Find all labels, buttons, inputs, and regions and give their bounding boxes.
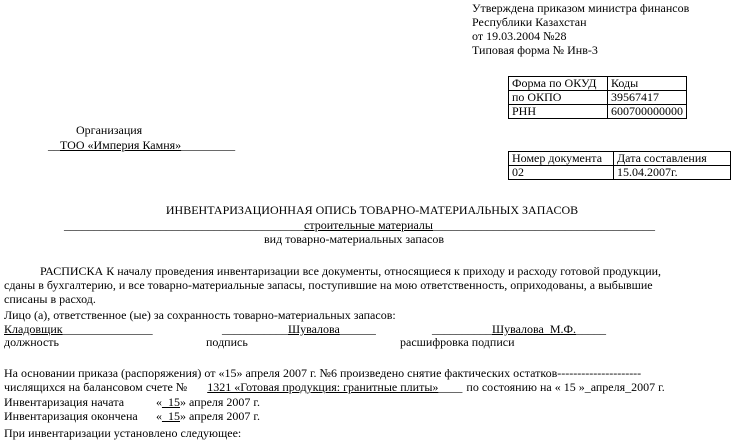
findings-line: При инвентаризации установлено следующее:	[4, 426, 242, 440]
caption-decode: расшифровка подписи	[400, 335, 515, 349]
approval-line-2: Республики Казахстан	[472, 15, 587, 29]
organization-label: Организация	[76, 123, 143, 137]
document-title: ИНВЕНТАРИЗАЦИОННАЯ ОПИСЬ ТОВАРНО-МАТЕРИАЛЬНЫХ ЗАПАСОВ	[165, 203, 579, 217]
materials-fill: _____________________________________	[432, 218, 655, 232]
codes-cell: 600700000000	[608, 105, 687, 119]
inventory-start-date	[156, 395, 260, 409]
receipt-line-3: списаны в расход.	[4, 292, 96, 306]
responsible-label: Лицо (а), ответственное (ые) за сохранность товарно-материальных запасов:	[4, 308, 396, 322]
form-type-line: Типовая форма № Инв-3	[472, 43, 598, 57]
end-open-quote: «	[156, 409, 162, 423]
basis-line-1: На основании приказа (распоряжения) от «15» апреля 2007 г. №6 произведено снятие фактических остатков---------------------	[4, 366, 642, 380]
materials-line	[64, 218, 655, 232]
codes-row	[509, 105, 687, 119]
organization-name: ТОО «Империя Камня»	[60, 138, 182, 152]
start-open-quote: «	[156, 395, 162, 409]
document-date-header: Дата составления	[614, 152, 731, 166]
document-header-row	[509, 152, 731, 166]
receipt-line-1: РАСПИСКА К началу проведения инвентаризации все документы, относящиеся к приходу и расходу готовой продукции,	[40, 264, 662, 278]
decode-fill: __________	[432, 322, 492, 336]
basis-line2-prefix: числящихся на балансовом счете №	[4, 380, 188, 394]
organization-line	[48, 138, 235, 152]
start-day: _15	[162, 395, 180, 409]
responsible-decode	[432, 322, 606, 336]
inventory-start-label: Инвентаризация начата	[4, 395, 125, 409]
codes-cell: РНН	[509, 105, 608, 119]
codes-cell: Форма по ОКУД	[509, 77, 608, 91]
codes-cell: Коды	[608, 77, 687, 91]
codes-table	[508, 76, 687, 119]
document-number-value: 02	[509, 166, 614, 180]
responsible-position	[4, 322, 153, 336]
inventory-end-date	[156, 409, 260, 423]
materials-fill: ________________________________________	[64, 218, 304, 232]
organization-fill: _________	[181, 138, 236, 152]
responsible-signature	[222, 322, 376, 336]
position-value: Кладовщик	[4, 322, 63, 336]
position-fill: _______________	[62, 322, 153, 336]
materials-value: строительные материалы	[304, 218, 433, 232]
codes-row	[509, 77, 687, 91]
caption-position: должность	[4, 335, 59, 349]
decode-value: Шувалова_М.Ф.	[492, 322, 577, 336]
start-rest: » апреля 2007 г.	[180, 395, 260, 409]
inventory-end-label: Инвентаризация окончена	[4, 409, 138, 423]
decode-fill: _____	[576, 322, 607, 336]
approval-line-3: от 19.03.2004 №28	[472, 29, 567, 43]
signature-fill: ______	[339, 322, 376, 336]
basis-line2-suffix: по состоянию на « 15 »_апреля_2007 г.	[466, 380, 665, 394]
receipt-line-2: сданы в бухгалтерию, и все товарно-материальные запасы, поступившие на мою ответственность, оприходованы, а выбывшие	[4, 278, 653, 292]
end-rest: » апреля 2007 г.	[180, 409, 260, 423]
account-fill: ____	[438, 380, 463, 394]
document-date-value: 15.04.2007г.	[614, 166, 731, 180]
codes-cell: 39567417	[608, 91, 687, 105]
caption-signature: подпись	[206, 335, 248, 349]
basis-line-2	[4, 380, 665, 394]
end-day: _15	[162, 409, 180, 423]
document-table	[508, 151, 731, 180]
document-number-header: Номер документа	[509, 152, 614, 166]
signature-value: Шувалова	[288, 322, 340, 336]
balance-account: 1321 «Готовая продукция: гранитные плиты»	[207, 380, 439, 394]
codes-cell: по ОКПО	[509, 91, 608, 105]
materials-caption: вид товарно-материальных запасов	[264, 232, 445, 246]
signature-fill: ___________	[222, 322, 288, 336]
approval-line-1: Утверждена приказом министра финансов	[472, 1, 690, 15]
document-value-row	[509, 166, 731, 180]
codes-row	[509, 91, 687, 105]
organization-fill: __	[48, 138, 60, 152]
